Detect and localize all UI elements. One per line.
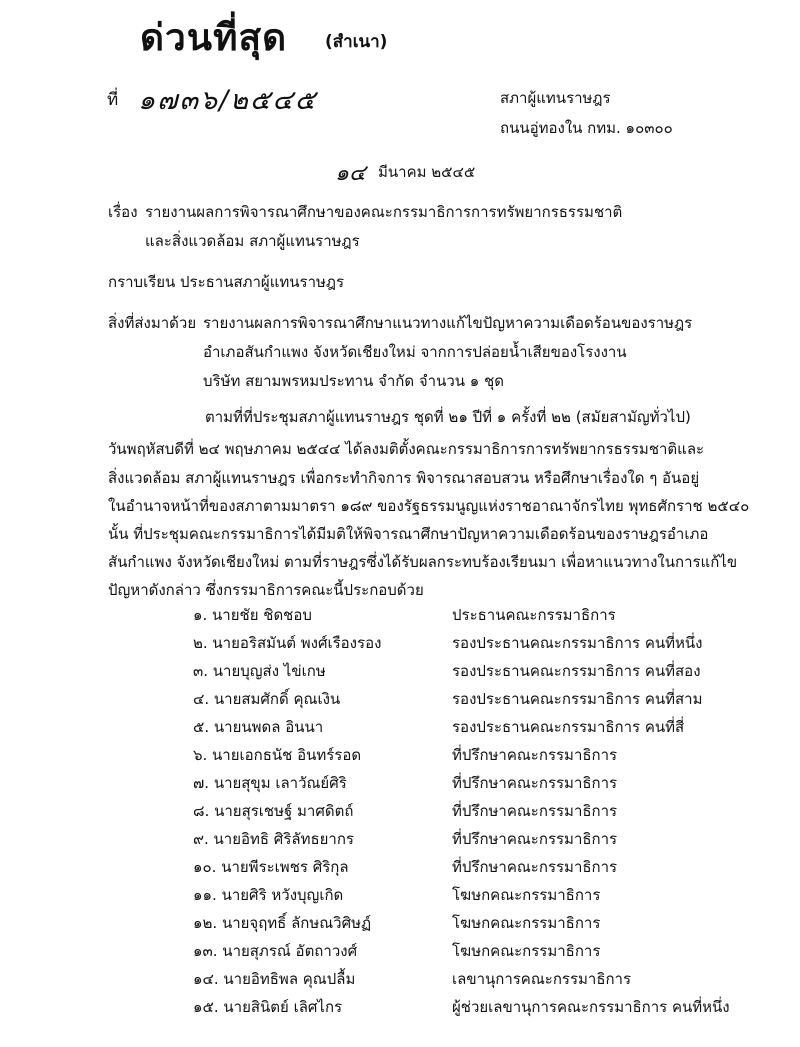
reference-number: ๑๗๓๖/๒๕๔๕: [138, 85, 318, 116]
member-role: รองประธานคณะกรรมาธิการ คนที่หนึ่ง: [452, 634, 703, 652]
body-line: วันพฤหัสบดีที่ ๒๔ พฤษภาคม ๒๕๔๔ ได้ลงมติตั้งคณะกรรมาธิการการทรัพยากรธรรมชาติและ: [108, 440, 705, 458]
body-line: นั้น ที่ประชุมคณะกรรมาธิการได้มีมติให้พิจารณาศึกษาปัญหาความเดือดร้อนของราษฎรอำเภอ: [108, 525, 709, 543]
body-line: สันกำแพง จังหวัดเชียงใหม่ ตามที่ราษฎรซึ่งได้รับผลกระทบร้องเรียนมา เพื่อหาแนวทางในการแก้ไข: [108, 553, 738, 571]
member-name: ๑๒. นายจุฤทธิ์ ลักษณวิศิษฏ์: [193, 914, 372, 932]
body-line: ปัญหาดังกล่าว ซึ่งกรรมาธิการคณะนี้ประกอบด้วย: [108, 581, 424, 599]
body-line: ตามที่ที่ประชุมสภาผู้แทนราษฎร ชุดที่ ๒๑ ปีที่ ๑ ครั้งที่ ๒๒ (สมัยสามัญทั่วไป): [205, 408, 691, 426]
member-name: ๑๓. นายสุภรณ์ อัตถาวงศ์: [193, 942, 358, 960]
member-role: รองประธานคณะกรรมาธิการ คนที่สอง: [452, 662, 701, 680]
member-role: โฆษกคณะกรรมาธิการ: [452, 886, 601, 904]
member-role: ผู้ช่วยเลขานุการคณะกรรมาธิการ คนที่หนึ่ง: [452, 998, 730, 1016]
member-name: ๑๐. นายพีระเพชร ศิริกุล: [193, 858, 349, 876]
member-name: ๑๕. นายสินิตย์ เลิศไกร: [193, 998, 343, 1016]
member-name: ๒. นายอริสมันต์ พงศ์เรืองรอง: [193, 634, 382, 652]
member-name: ๑๔. นายอิทธิพล คุณปลื้ม: [193, 970, 356, 988]
attachment-line-2: อำเภอสันกำแพง จังหวัดเชียงใหม่ จากการปล่อยน้ำเสียของโรงงาน: [203, 343, 627, 361]
member-name: ๓. นายบุญส่ง ไข่เกษ: [193, 662, 326, 680]
body-line: ในอำนาจหน้าที่ของสภาตามมาตรา ๑๘๙ ของรัฐธรรมนูญแห่งราชอาณาจักรไทย พุทธศักราช ๒๕๔๐: [108, 497, 750, 515]
member-name: ๖. นายเอกธนัช อินทร์รอด: [193, 746, 362, 764]
salutation-label: กราบเรียน: [108, 273, 176, 291]
subject-line-1: รายงานผลการพิจารณาศึกษาของคณะกรรมาธิการการทรัพยากรธรรมชาติ: [145, 203, 623, 221]
subject-label: เรื่อง: [108, 203, 138, 221]
member-role: โฆษกคณะกรรมาธิการ: [452, 914, 601, 932]
reference-label: ที่: [107, 90, 119, 110]
member-name: ๑๑. นายศิริ หวังบุญเกิด: [193, 886, 344, 904]
attachment-line-3: บริษัท สยามพรหมประทาน จำกัด จำนวน ๑ ชุด: [203, 372, 504, 390]
member-role: รองประธานคณะกรรมาธิการ คนที่สี่: [452, 718, 685, 736]
date-day: ๑๔: [335, 161, 366, 186]
member-role: รองประธานคณะกรรมาธิการ คนที่สาม: [452, 690, 703, 708]
member-role: ที่ปรึกษาคณะกรรมาธิการ: [452, 746, 618, 764]
member-role: ที่ปรึกษาคณะกรรมาธิการ: [452, 830, 618, 848]
address-line-1: สภาผู้แทนราษฎร: [500, 89, 611, 107]
member-role: เลขานุการคณะกรรมาธิการ: [452, 970, 632, 988]
address-line-2: ถนนอู่ทองใน กทม. ๑๐๓๐๐: [500, 119, 673, 137]
member-name: ๙. นายอิทธิ ศิริลัทธยากร: [193, 830, 354, 848]
body-line: สิ่งแวดล้อม สภาผู้แทนราษฎร เพื่อกระทำกิจการ พิจารณาสอบสวน หรือศึกษาเรื่องใด ๆ อันอยู่: [108, 469, 700, 487]
copy-mark: (สำเนา): [325, 32, 388, 52]
salutation-recipient: ประธานสภาผู้แทนราษฎร: [180, 273, 345, 291]
member-name: ๕. นายนพดล อินนา: [193, 718, 324, 736]
urgency-stamp: ด่วนที่สุด: [140, 16, 288, 59]
attachment-line-1: รายงานผลการพิจารณาศึกษาแนวทางแก้ไขปัญหาความเดือดร้อนของราษฎร: [203, 314, 693, 332]
date-month-year: มีนาคม ๒๕๔๕: [378, 163, 476, 181]
member-role: ที่ปรึกษาคณะกรรมาธิการ: [452, 802, 618, 820]
attachment-label: สิ่งที่ส่งมาด้วย: [108, 314, 197, 332]
member-role: ประธานคณะกรรมาธิการ: [452, 606, 616, 624]
member-name: ๘. นายสุรเชษฐ์ มาศดิตถ์: [193, 802, 354, 820]
member-name: ๑. นายชัย ชิดชอบ: [193, 606, 312, 624]
member-name: ๗. นายสุขุม เลาวัณย์ศิริ: [193, 774, 347, 792]
member-name: ๔. นายสมศักดิ์ คุณเงิน: [193, 690, 341, 708]
member-role: โฆษกคณะกรรมาธิการ: [452, 942, 601, 960]
member-role: ที่ปรึกษาคณะกรรมาธิการ: [452, 774, 618, 792]
member-role: ที่ปรึกษาคณะกรรมาธิการ: [452, 858, 618, 876]
subject-line-2: และสิ่งแวดล้อม สภาผู้แทนราษฎร: [145, 232, 360, 250]
